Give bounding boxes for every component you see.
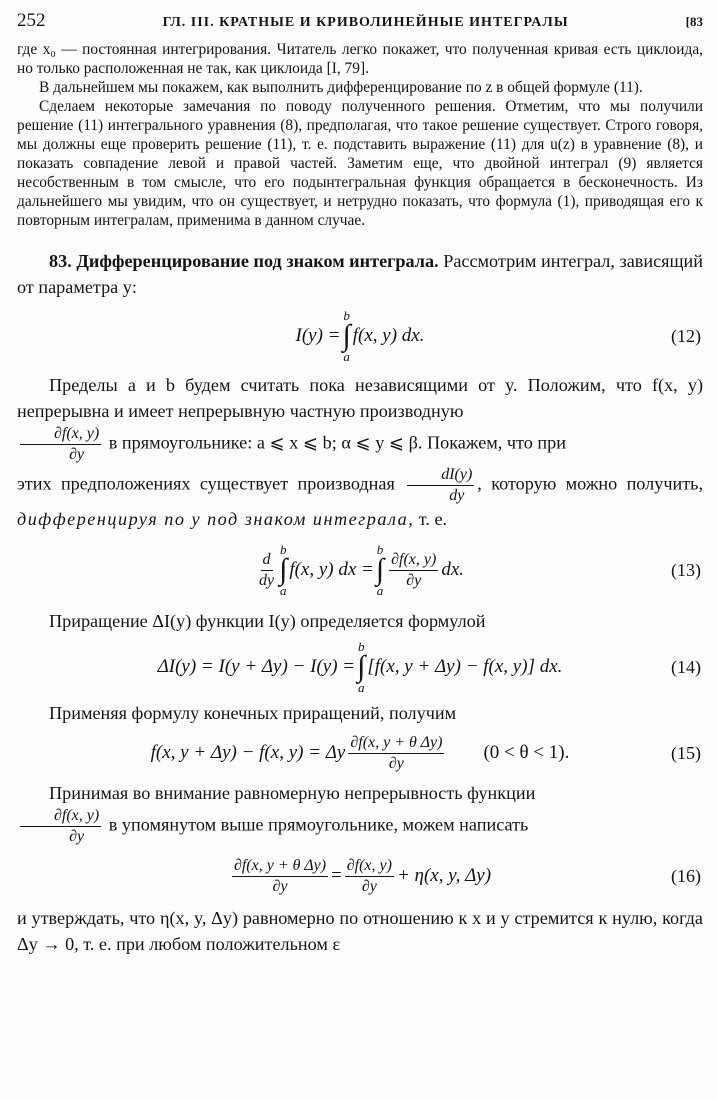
paragraph: Принимая во внимание равномерную непрерывность функции $\frac{\partial f(x, y)}{\partial y}$ в упомянутом выше прямоугольнике, можем написать — [17, 780, 703, 847]
equation-number: (16) — [671, 865, 701, 886]
section-83 — [17, 248, 703, 957]
inline-fraction: $\frac{dI(y)}{dy}$ — [407, 465, 474, 506]
paragraph: Применяя формулу конечных приращений, получим — [49, 703, 457, 723]
equation-number: (12) — [671, 325, 701, 346]
previous-section-text — [17, 40, 703, 230]
equation-number: (13) — [671, 559, 701, 580]
section-title: 83. Дифференцирование под знаком интеграла. — [49, 251, 439, 271]
integral-sign: b ∫ a — [375, 542, 385, 598]
formula-15: f(x, y + Δy) − f(x, y) = Δy $\frac{\text{∂f(x, y + θ Δy)}}{\partial y}$ (0 < θ < 1). (15) — [150, 733, 701, 772]
section-marker: [83 — [685, 14, 703, 29]
paragraph: В дальнейшем мы покажем, как выполнить дифференцирование по z в общей формуле (11). — [39, 79, 643, 96]
paragraph: Пределы a и b будем считать пока независящими от y. Положим, что f(x, y) непрерывна и имеет непрерывную частную производную $\frac{\partial f(x, y)}{\partial y}$ в прямоугольнике: a ⩽ x ⩽ b; α ⩽ y ⩽ β. Покажем, что при этих предположениях существует производная $\frac{dI(y)}{dy}$ , которую можно получить, дифференцируя по y под знаком интеграла, т. е. — [17, 375, 704, 529]
page-number: 252 — [17, 10, 46, 31]
section-intro: Рассмотрим интеграл, зависящий от параметра y: — [17, 251, 703, 297]
paragraph: Сделаем некоторые замечания по поводу полученного решения. Отметим, что мы получили решение (11) интегрального уравнения (8), предполагая, что такое решение существует. Строго говоря, мы должны еще проверить решение (11), т. е. подставить выражение (11) для u(z) в уравнение (8), и показать совпадение левой и правой частей. Заметим еще, что двойной интеграл (9) является несобственным в том смысле, что его подынтегральная функция обращается в бесконечность. Из дальнейшего мы увидим, что он существует, и нетрудно показать, что формула (1), приводящая его к повторным интегралам, применима в данном случае. — [17, 98, 703, 229]
paragraph: Приращение ΔI(y) функции I(y) определяется формулой — [49, 611, 486, 631]
inline-fraction: $\frac{\partial f(x, y)}{\partial y}$ — [20, 424, 101, 465]
formula-14: ΔI(y) = I(y + Δy) − I(y) = b ∫ a [f(x, y + Δy) − f(x, y)] dx. (14) — [157, 639, 701, 695]
book-page — [17, 10, 703, 957]
formula-13: $\frac{d}{dy}$ b ∫ a f(x, y) dx = b ∫ a $\frac{\partial f(x, y)}{\partial y}$ dx. (13) — [258, 542, 701, 598]
formula-16: $\frac{\text{∂f(x, y + θ Δy)}}{\partial y}$ = $\frac{\partial f(x, y)}{\partial y}$ + η(x, y, Δy) (16) — [233, 856, 701, 895]
integral-sign: b ∫ a — [279, 542, 288, 598]
section-heading-paragraph — [17, 248, 703, 300]
integral-sign: b ∫ a — [342, 308, 351, 364]
integral-sign: b ∫ a — [357, 639, 366, 695]
inline-fraction: $\frac{\partial f(x, y)}{\partial y}$ — [20, 806, 101, 847]
paragraph: где x₀ — постоянная интегрирования. Читатель легко покажет, что полученная кривая есть циклоида, но только расположенная не так, как циклоида [I, 79]. — [17, 41, 703, 77]
formula-12: I(y) = b ∫ a f(x, y) dx. (12) — [295, 308, 701, 364]
paragraph: и утверждать, что η(x, y, Δy) равномерно по отношению к x и y стремится к нулю, когда Δy → 0, т. е. при любом положительном ε — [17, 908, 703, 954]
equation-number: (15) — [671, 742, 701, 763]
running-title: ГЛ. III. КРАТНЫЕ И КРИВОЛИНЕЙНЫЕ ИНТЕГРАЛЫ — [162, 15, 569, 30]
page-header — [17, 10, 703, 34]
equation-number: (14) — [671, 656, 701, 677]
